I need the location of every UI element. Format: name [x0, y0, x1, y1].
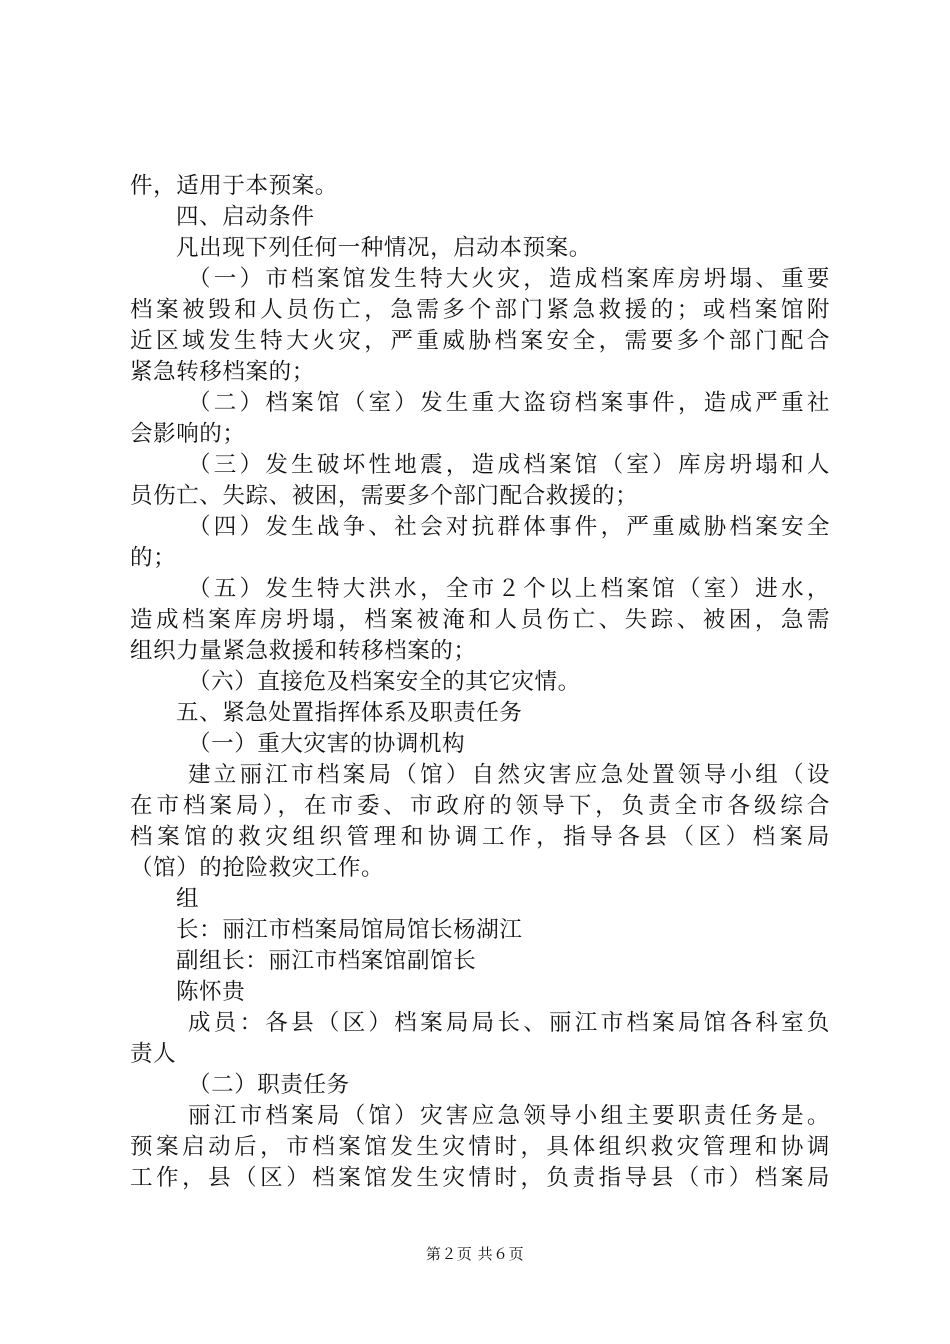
text-line: 档案馆的救灾组织管理和协调工作，指导各县（区）档案局 — [130, 824, 830, 850]
text-line: 副组长：丽江市档案馆副馆长 — [176, 948, 477, 974]
text-line: （一）市档案馆发生特大火灾，造成档案库房坍塌、重要 — [188, 266, 830, 292]
text-line: 凡出现下列任何一种情况，启动本预案。 — [176, 235, 592, 261]
text-line: （二）档案馆（室）发生重大盗窃档案事件，造成严重社 — [188, 390, 830, 416]
text-line: 会影响的； — [130, 421, 246, 447]
text-line: （三）发生破坏性地震，造成档案馆（室）库房坍塌和人 — [188, 452, 830, 478]
text-line: 组 — [176, 886, 200, 912]
text-line: 陈怀贵 — [176, 979, 246, 1005]
text-line: 紧急转移档案的； — [130, 359, 315, 385]
text-line: 成员：各县（区）档案局局长、丽江市档案局馆各科室负 — [188, 1010, 830, 1036]
document-body — [130, 171, 830, 1194]
text-line: 责人 — [130, 1041, 177, 1067]
text-line: 长：丽江市档案局馆局馆长杨湖江 — [176, 917, 523, 943]
text-line: 件，适用于本预案。 — [130, 173, 338, 199]
subsection-heading: （一）重大灾害的协调机构 — [188, 731, 466, 757]
text-line: 的； — [130, 545, 177, 571]
text-line: （六）直接危及档案安全的其它灾情。 — [188, 669, 581, 695]
text-line: 档案被毁和人员伤亡，急需多个部门紧急救援的；或档案馆附 — [130, 297, 830, 323]
text-line: 预案启动后，市档案馆发生灾情时，具体组织救灾管理和协调 — [130, 1134, 830, 1160]
text-line: 员伤亡、失踪、被困，需要多个部门配合救援的； — [130, 483, 639, 509]
section-heading: 四、启动条件 — [176, 204, 315, 230]
text-line: （四）发生战争、社会对抗群体事件，严重威胁档案安全 — [188, 514, 830, 540]
text-line: 在市档案局），在市委、市政府的领导下，负责全市各级综合 — [130, 793, 830, 819]
text-line: 工作，县（区）档案馆发生灾情时，负责指导县（市）档案局 — [130, 1165, 830, 1191]
text-line: （馆）的抢险救灾工作。 — [130, 855, 385, 881]
page-number: 第２页 共６页 — [425, 1245, 525, 1263]
text-line: 近区域发生特大火灾，严重威胁档案安全，需要多个部门配合 — [130, 328, 830, 354]
text-line: 组织力量紧急救援和转移档案的； — [130, 638, 477, 664]
text-line: 丽江市档案局（馆）灾害应急领导小组主要职责任务是。 — [188, 1103, 830, 1129]
section-heading: 五、紧急处置指挥体系及职责任务 — [176, 700, 523, 726]
text-line: 造成档案库房坍塌，档案被淹和人员伤亡、失踪、被困，急需 — [130, 607, 830, 633]
text-line: （五）发生特大洪水，全市２个以上档案馆（室）进水， — [188, 576, 830, 602]
text-line: 建立丽江市档案局（馆）自然灾害应急处置领导小组（设 — [188, 762, 830, 788]
subsection-heading: （二）职责任务 — [188, 1072, 350, 1098]
